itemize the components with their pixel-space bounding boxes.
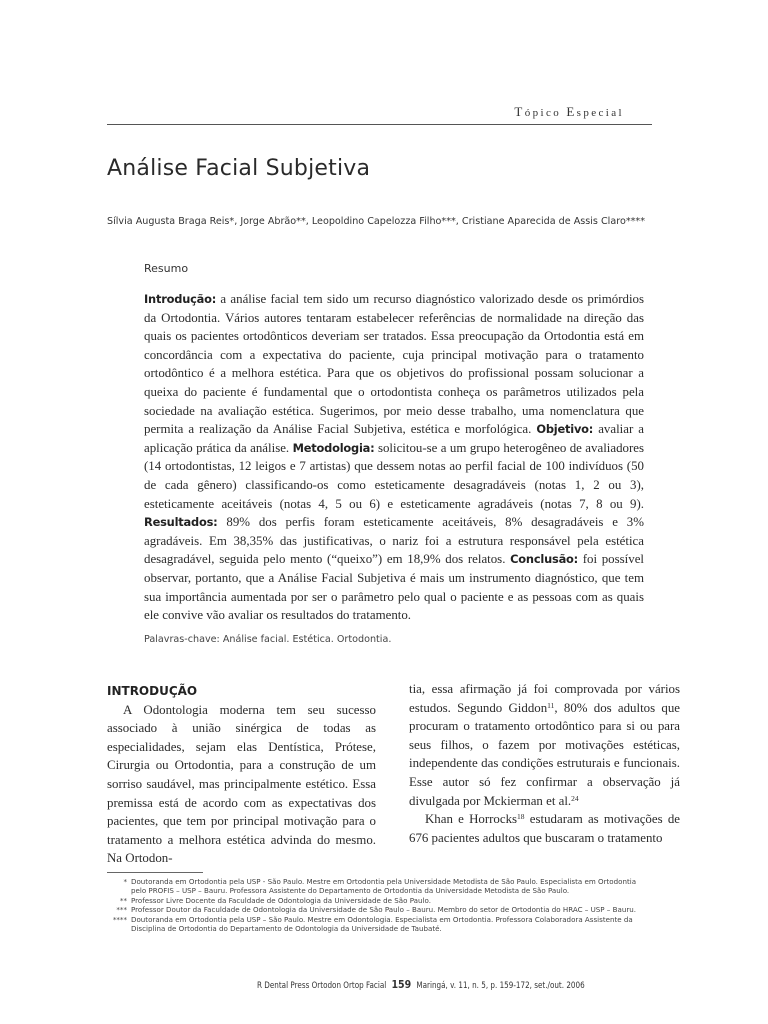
abstract-body — [144, 290, 644, 625]
body-left-paragraph: A Odontologia moderna tem seu sucesso associado à união sinérgica de todas as especialidades, sejam elas Dentística, Prótese, Cirurgia ou Ortodontia, para a construção de um sorriso saudável, mas principalmente estético. Essa premissa está de acordo com as expectativas dos pacientes, que tem por principal motivação para o tratamento a melhora estética advinda do mesmo. Na Ortodon- — [107, 702, 376, 866]
keywords: Palavras-chave: Análise facial. Estética. Ortodontia. — [144, 634, 392, 645]
abstract-objective-label: Objetivo: — [536, 422, 594, 437]
abstract-results-text: 89% dos perfis foram esteticamente aceitáveis, 8% desagradáveis e 3% agradáveis. Em 38,35% das justificativas, o nariz foi a estrutura responsável pela estética desagradável, seguida pelo mento (“queixo”) em 18,9% dos relatos. — [144, 515, 644, 567]
abstract-results-label: Resultados: — [144, 515, 218, 530]
footnote: **** Doutoranda em Ortodontia pela USP – São Paulo. Mestre em Odontologia. Especialista em Ortodontia. Professora Colaboradora Assistente da Disciplina de Ortodontia do Departamento de Odontologia da Universidade de Taubaté. — [112, 914, 633, 934]
journal-name: R Dental Press Ortodon Ortop Facial — [257, 980, 387, 990]
article-title: Análise Facial Subjetiva — [107, 156, 371, 181]
section-heading-introduction: INTRODUÇÃO — [107, 684, 198, 698]
body-column-left — [107, 682, 376, 868]
body-right-paragraph-2: Khan e Horrocks$^{18}$ estudaram as motivações de 676 pacientes adultos que buscaram o tratamento — [409, 812, 680, 845]
page-footer — [257, 978, 585, 991]
abstract-intro-label: Introdução: — [144, 292, 217, 306]
body-right-paragraph-1: tia, essa afirmação já foi comprovada por vários estudos. Segundo Giddon$^{11}$, 80% dos adultos que procuram o tratamento ortodôntico para si ou para seus filhos, o fazem por motivações estéticas, independente das condições estruturais e funcionais. Esse autor só fez confirmar a observação já divulgada por Mckierman et al.$^{24}$ — [409, 682, 680, 808]
abstract-method-text: solicitou-se a um grupo heterogêneo de avaliadores (14 ortodontistas, 12 leigos e 7 artistas) que dessem notas ao perfil facial de 100 indivíduos (50 de cada gênero) classificando-os como esteticamente desagradáveis (notas 1, 2 ou 3), esteticamente aceitáveis (notas 4, 5 ou 6) e esteticamente agradáveis (notas 7, 8 ou 9). — [144, 440, 644, 511]
body-column-right — [409, 680, 680, 847]
abstract-conclusion-label: Conclusão: — [510, 552, 579, 567]
page-number: 159 — [391, 978, 412, 991]
abstract-heading: Resumo — [144, 262, 189, 275]
citation-ref: 24 — [571, 793, 579, 803]
footnotes — [107, 877, 652, 933]
section-label: Tópico Especial — [514, 104, 624, 119]
footnote: *** Professor Doutor da Faculdade de Odontologia da Universidade de São Paulo – Bauru. Membro do setor de Ortodontia do HRAC – USP – Bauru. — [116, 905, 636, 915]
footnote-rule — [107, 872, 203, 873]
citation-ref: 11 — [547, 700, 555, 710]
footnote: ** Professor Livre Docente da Faculdade de Odontologia da Universidade de São Paulo. — [119, 895, 431, 905]
article-authors: Sílvia Augusta Braga Reis*, Jorge Abrão**, Leopoldino Capelozza Filho***, Cristiane Aparecida de Assis Claro**** — [107, 216, 646, 227]
header-rule — [107, 124, 652, 125]
abstract-objective-text: avaliar a aplicação prática da análise. — [144, 422, 644, 455]
abstract-conclusion-text: foi possível observar, portanto, que a Análise Facial Subjetiva é mais um instrumento diagnóstico, que tem sua importância aumentada por ser o parâmetro pelo qual o paciente e as pessoas com as quais ele convive vão avaliar os resultados do tratamento. — [144, 552, 644, 623]
abstract-intro-text: a análise facial tem sido um recurso diagnóstico valorizado desde os primórdios da Ortodontia. Vários autores tentaram estabelecer referências de normalidade na direção das quais os pacientes ortodônticos deveriam ser tratados. Essa preocupação da Ortodontia está em concordância com a expectativa do paciente, cuja principal motivação para o tratamento ortodôntico é a melhora estética. Para que os objetivos do profissional possam solucionar a queixa do paciente é fundamental que o ortodontista conheça os parâmetros utilizados pela sociedade na avaliação estética. Sugerimos, por meio desse trabalho, uma nomenclatura que permita a realização da Análise Facial Subjetiva, estética e morfológica. — [144, 292, 644, 437]
citation-info: Maringá, v. 11, n. 5, p. 159-172, set./out. 2006 — [416, 980, 585, 990]
abstract-method-label: Metodologia: — [292, 440, 375, 455]
footnote: * Doutoranda em Ortodontia pela USP - São Paulo. Mestre em Ortodontia pela Universidade Metodista de São Paulo. Especialista em Ortodontia pelo PROFIS – USP – Bauru. Professora Assistente do Departamento de Ortodontia da Universidade Metodista de São Paulo. — [123, 877, 637, 896]
citation-ref: 18 — [517, 812, 525, 822]
